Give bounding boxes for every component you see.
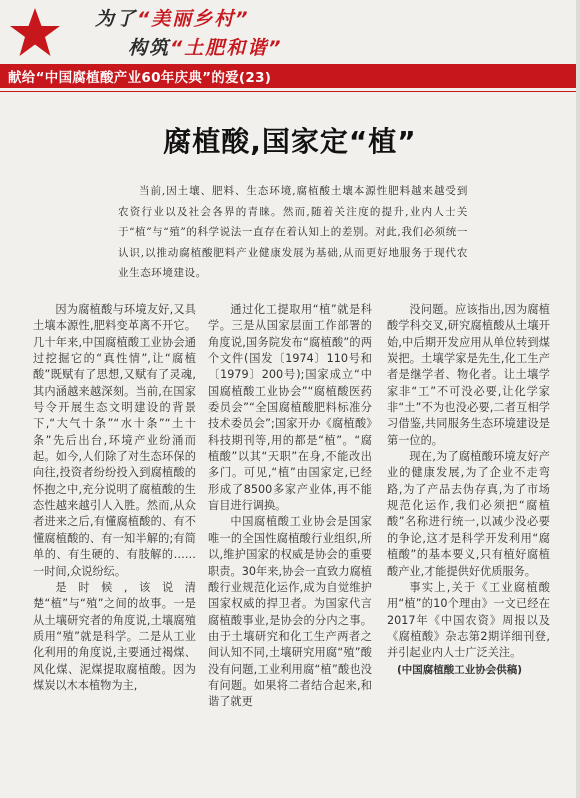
paragraph: 通过化工提取用“植”就是科学。三是从国家层面工作部署的角度说,国务院发布“腐植酸”的两个文件(国发〔1974〕110号和〔1979〕200号);国家成立“中国腐植酸工业协会”“腐植酸医药委员会”“全国腐植酸肥料标准分技术委员会”;国家开办《腐植酸》科技期刊等,用的都是“植”。“腐植酸”以其“天职”在身,不能改出多门。可见,“植”由国家定,已经形成了8500多家产业体,再不能盲目进行调换。 [208,303,372,513]
paragraph: 现在,为了腐植酸环境友好产业的健康发展,为了企业不走弯路,为了产品去伪存真,为了市场规范化运作,我们必须把“腐植酸”名称进行统一,以减少没必要的争论,这才是科学开发利用“腐植酸”的基本要义,只有植好腐植酸产业,才能提供好优质服务。 [387,450,550,578]
article-column-3 [387,302,550,798]
series-subtitle: 献给“中国腐植酸产业60年庆典”的爱(23) [8,70,272,86]
paragraph: 没问题。应该指出,因为腐植酸学科交叉,研究腐植酸从土壤开始,中后期开发应用从单位转到煤炭把。土壤学家是先生,化工生产者是继学者、物化者。让土壤学家非“工”不可没必要,让化学家非“土”不为也没必要,二者互相学习借鉴,共同服务生态环境建设是第一位的。 [387,303,550,447]
header-rule [0,91,576,92]
slogan-line-2: 构筑“土肥和谐” [128,37,283,59]
article-credit: (中国腐植酸工业协会供稿) [397,663,523,676]
article-headline: 腐植酸,国家定“植” [163,125,417,158]
paragraph: 因为腐植酸与环境友好,又具土壤本源性,肥料变革离不开它。几十年来,中国腐植酸工业协会通过挖掘它的“真性情”,让“腐植酸”既赋有了思想,又赋有了灵魂,其内涵越来越深刻。当前,在国家号令开展生态文明建设的背景下,“大气十条”“水十条”“土十条”先后出台,环境产业纷涌而起。如今,人们除了对生态环保的向往,投资者纷纷投入到腐植酸的怀抱之中,充分说明了腐植酸的生态性越来越引人入胜。然而,从众者进来之后,有懂腐植酸的、有不懂腐植酸的、有一知半解的;有简单的、有生硬的、有肢解的……一时间,众说纷纭。 [33,303,196,578]
paragraph: 中国腐植酸工业协会是国家唯一的全国性腐植酸行业组织,所以,维护国家的权威是协会的重要职责。30年来,协会一直致力腐植酸行业规范化运作,成为自觉维护国家权威的捍卫者。为国家代言腐植酸事业,是协会的分内之事。由于土壤研究和化工生产两者之间认知不同,土壤研究用腐“殖”酸没有问题,工业利用腐“植”酸也没有问题。如果将二者结合起来,和谐了就更 [208,515,372,709]
article-column-2 [208,302,372,798]
header-banner [0,0,580,95]
article-column-1 [33,302,196,798]
paragraph: 事实上,关于《工业腐植酸用“植”的10个理由》一文已经在2017年《中国农资》周报以及《腐植酸》杂志第2期详细刊登,并引起业内人士广泛关注。 [387,580,550,660]
slogan-line-1: 为了“美丽乡村” [95,8,250,30]
page-edge [576,0,580,798]
paragraph: 是时候,该说清楚“植”与“殖”之间的故事。一是从土壤研究者的角度说,土壤腐殖质用“殖”就是科学。二是从工业化利用的角度说,主要通过褐煤、风化煤、泥煤提取腐植酸。因为煤炭以木本植物为主, [33,580,196,692]
article-intro: 当前,因土壤、肥料、生态环境,腐植酸土壤本源性肥料越来越受到农资行业以及社会各界的青睐。然而,随着关注度的提升,业内人士关于“植”与“殖”的科学说法一直存在着认知上的差别。对此,我们必须统一认识,以推动腐植酸肥料产业健康发展为基础,从而更好地服务于现代农业生态环境建设。 [118,185,468,279]
star-icon [8,6,62,60]
